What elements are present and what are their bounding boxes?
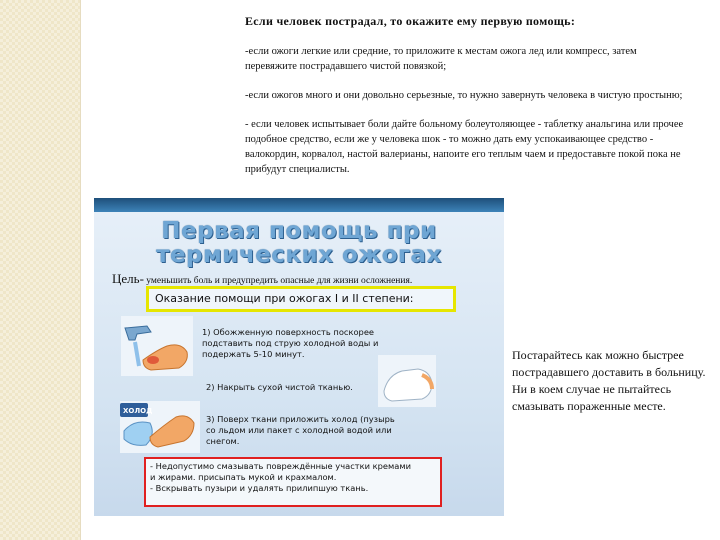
goal-label: Цель-	[112, 271, 144, 286]
decorative-side-strip	[0, 0, 80, 540]
warning-line-3: - Вскрывать пузыри и удалять прилипшую ткань.	[150, 483, 369, 493]
bandaged-foot-illustration	[378, 355, 436, 407]
burn-degree-highlight: Оказание помощи при ожогах I и II степени:	[146, 286, 456, 312]
burns-first-aid-infographic	[94, 210, 504, 516]
step-3-text: 3) Поверх ткани приложить холод (пузырь со льдом или пакет с холодной водой или снегом.	[206, 414, 395, 446]
cold-pack-foot-illustration	[120, 401, 200, 453]
warning-line-2: и жирами. присыпать мукой и крахмалом.	[150, 472, 337, 482]
paragraph-severe-burns: -если ожогов много и они довольно серьезные, то нужно завернуть человека в чистую простыню;	[245, 90, 683, 101]
goal-text: уменьшить боль и предупредить опасные для жизни осложнения.	[143, 276, 413, 286]
infographic-title	[94, 219, 504, 267]
side-strip-edge	[80, 0, 81, 540]
warning-box	[144, 457, 442, 507]
warning-line-1: - Недопустимо смазывать повреждённые участки кремами	[150, 461, 412, 471]
hospital-side-note: Постарайтесь как можно быстрее пострадавшего доставить в больницу. Ни в коем случае не пытайтесь смазывать пораженные месте.	[512, 348, 706, 413]
cropped-photo-edge	[94, 198, 504, 212]
infographic-title-line2: термических ожогах	[156, 242, 442, 268]
infographic-title-line1: Первая помощь при	[161, 218, 437, 244]
paragraph-light-burns: -если ожоги легкие или средние, то приложите к местам ожога лед или компресс, затем перевяжите пострадавшего чистой повязкой;	[245, 46, 637, 72]
step-1-text: 1) Обожженную поверхность поскорее подставить под струю холодной воды и подержать 5-10 минут.	[202, 327, 379, 359]
cold-label-text: ХОЛОД	[123, 407, 153, 415]
goal-statement	[112, 271, 412, 287]
first-aid-text-block	[245, 14, 685, 191]
step-2-text: 2) Накрыть сухой чистой тканью.	[206, 382, 353, 392]
paragraph-pain-shock: - если человек испытывает боли дайте больному болеутоляющее - таблетку анальгина или прочее подобное средство, если же у человека шок - то можно дать ему успокаивающее средство - валокордин, корвалол, настой валерианы, напоите его теплым чаем и предоставьте покой пока не прибудут специалисты.	[245, 119, 684, 175]
water-tap-foot-illustration	[121, 316, 193, 376]
first-aid-heading: Если человек пострадал, то окажите ему первую помощь:	[245, 14, 576, 28]
burn-spot-icon	[147, 356, 159, 364]
